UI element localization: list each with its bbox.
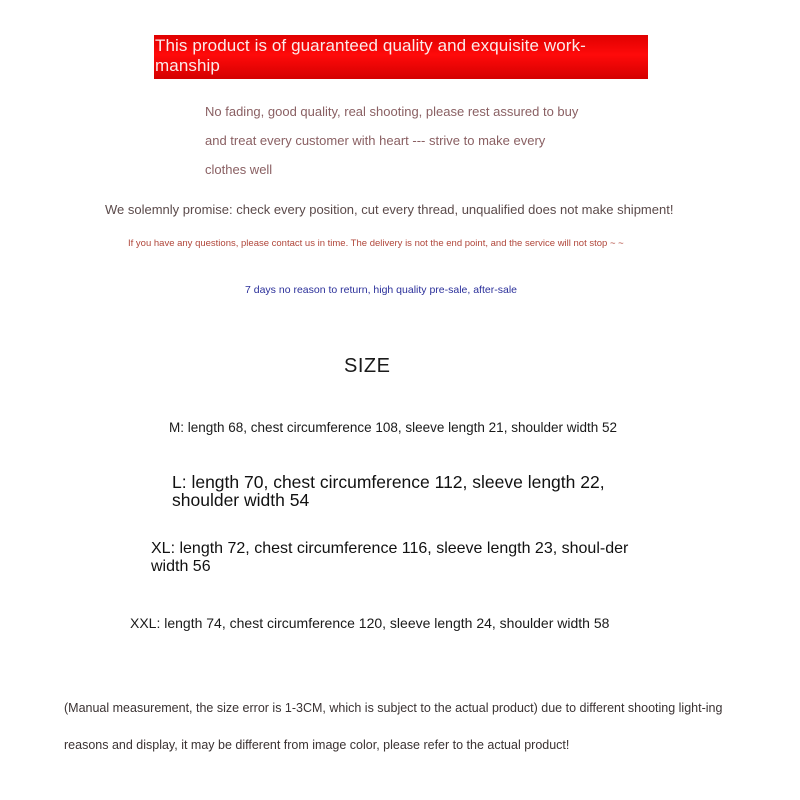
banner-text: This product is of guaranteed quality and exquisite work-manship [155,36,586,75]
promise-text: We solemnly promise: check every position, cut every thread, unqualified does not make shipment! [105,202,674,217]
questions-text: If you have any questions, please contact us in time. The delivery is not the end point, and the service will not stop ~ ~ [128,238,624,249]
size-row-m: M: length 68, chest circumference 108, sleeve length 21, shoulder width 52 [169,420,618,435]
size-row-xxl: XXL: length 74, chest circumference 120, sleeve length 24, shoulder width 58 [130,615,610,631]
size-heading: SIZE [344,355,391,377]
intro-line: No fading, good quality, real shooting, please rest assured to buy [205,104,579,119]
size-row-l: L: length 70, chest circumference 112, sleeve length 22, shoulder width 54 [172,472,605,510]
intro-line: clothes well [205,162,273,177]
size-row-xl: XL: length 72, chest circumference 116, sleeve length 23, shoul-der width 56 [151,540,629,575]
quality-banner [154,35,648,79]
intro-block [205,100,625,187]
measurement-note: (Manual measurement, the size error is 1-3CM, which is subject to the actual product) due to different shooting light-ing reasons and display, it may be different from image color, please refer to the actual product! [64,701,723,752]
returns-text: 7 days no reason to return, high quality pre-sale, after-sale [245,284,517,296]
intro-line: and treat every customer with heart --- strive to make every [205,133,546,148]
